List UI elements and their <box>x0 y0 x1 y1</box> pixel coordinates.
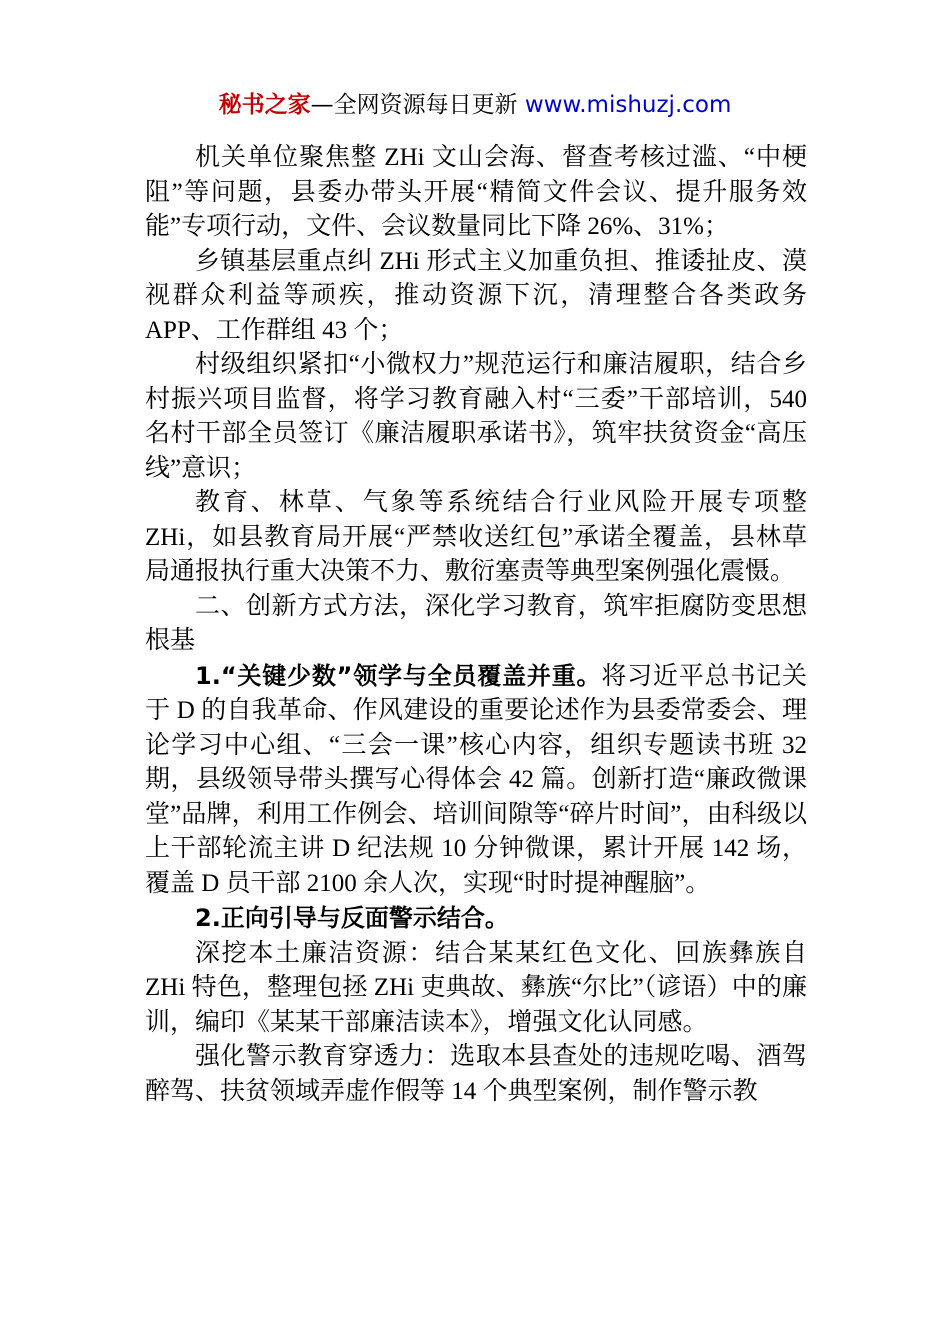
header-dash: — <box>310 92 334 118</box>
subheading-2-paragraph <box>145 901 807 937</box>
brand-name: 秘书之家 <box>218 92 311 118</box>
header-tagline: 全网资源每日更新 <box>333 92 518 118</box>
paragraph-3: 村级组织紧扣“小微权力”规范运行和廉洁履职，结合乡村振兴项目监督，将学习教育融入村“三委”干部培训，540 名村干部全员签订《廉洁履职承诺书》，筑牢扶贫资金“高压线”意识； <box>145 351 807 482</box>
paragraph-2: 乡镇基层重点纠 ZHi 形式主义加重负担、推诿扯皮、漠视群众利益等顽疾，推动资源下沉，清理整合各类政务 APP、工作群组 43 个； <box>145 247 807 344</box>
website-link[interactable]: www.mishuzj.com <box>524 92 732 118</box>
paragraph-4: 教育、林草、气象等系统结合行业风险开展专项整 ZHi，如县教育局开展“严禁收送红包”承诺全覆盖，县林草局通报执行重大决策不力、敷衍塞责等典型案例强化震慑。 <box>145 489 807 585</box>
paragraph-6: 1.“关键少数”领学与全员覆盖并重。将习近平总书记关于 D 的自我革命、作风建设的重要论述作为县委常委会、理论学习中心组、“三会一课”核心内容，组织专题读书班 32 期，县级领导带头撰写心得体会 42 篇。创新打造“廉政微课堂”品牌，利用工作例会、培训间隙等“碎片时间”，由科级以上干部轮流主讲 D 纪法规 10 分钟微课，累计开展 142 场，覆盖 D 员干部 2100 余人次，实现“时时提神醒脑”。 <box>145 661 807 897</box>
paragraph-8: 深挖本土廉洁资源：结合某某红色文化、回族彝族自 ZHi 特色，整理包拯 ZHi 吏典故、彝族“尔比”（谚语）中的廉训，编印《某某干部廉洁读本》，增强文化认同感。 <box>145 939 807 1036</box>
section-heading-2: 二、创新方式方法，深化学习教育，筑牢拒腐防变思想根基 <box>145 592 807 654</box>
subheading-1: 1.“关键少数”领学与全员覆盖并重。 <box>195 661 602 690</box>
page-header <box>0 88 950 122</box>
paragraph-9: 强化警示教育穿透力：选取本县查处的违规吃喝、酒驾醉驾、扶贫领域弄虚作假等 14 个典型案例，制作警示教 <box>145 1043 807 1105</box>
paragraph-1: 机关单位聚焦整 ZHi 文山会海、督查考核过滥、“中梗阻”等问题，县委办带头开展“精简文件会议、提升服务效能”专项行动，文件、会议数量同比下降 26%、31%； <box>145 144 807 240</box>
subheading-2: 2.正向引导与反面警示结合。 <box>195 904 509 932</box>
document-body <box>145 141 807 1109</box>
